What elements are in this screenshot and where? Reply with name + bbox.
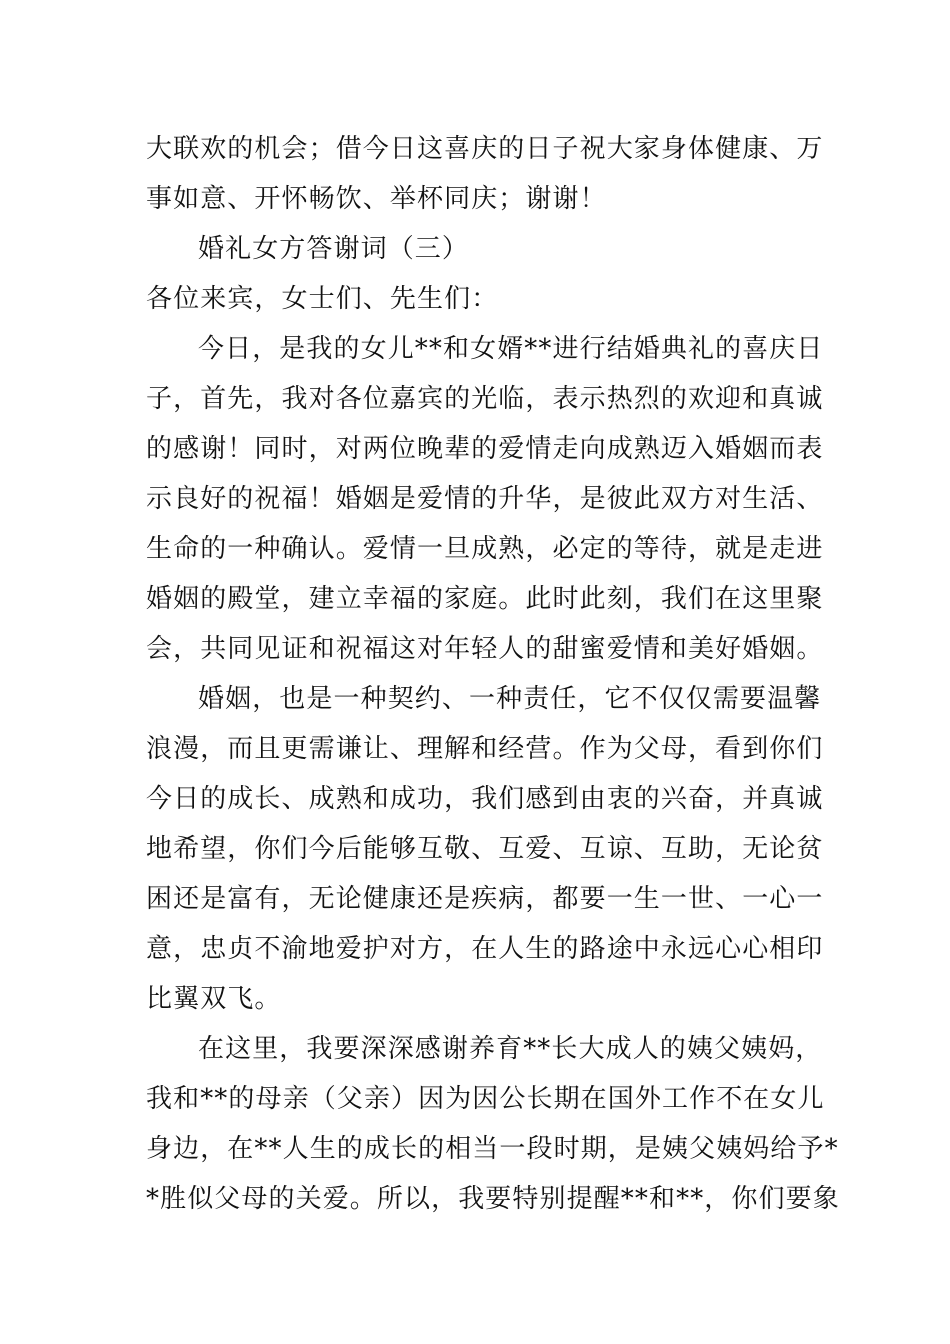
text-line: 子，首先，我对各位嘉宾的光临，表示热烈的欢迎和真诚 [146, 384, 824, 414]
text-line: 婚姻，也是一种契约、一种责任，它不仅仅需要温馨 [198, 684, 822, 714]
text-line: 今日，是我的女儿**和女婿**进行结婚典礼的喜庆日 [198, 334, 824, 364]
text-line: 意，忠贞不渝地爱护对方，在人生的路途中永远心心相印 [146, 934, 824, 964]
text-line: 地希望，你们今后能够互敬、互爱、互谅、互助，无论贫 [146, 834, 824, 864]
text-line: 会，共同见证和祝福这对年轻人的甜蜜爱情和美好婚姻。 [146, 634, 824, 664]
text-line: 生命的一种确认。爱情一旦成熟，必定的等待，就是走进 [146, 534, 824, 564]
text-line: 的感谢！同时，对两位晚辈的爱情走向成熟迈入婚姻而表 [146, 434, 824, 464]
text-line: 示良好的祝福！婚姻是爱情的升华，是彼此双方对生活、 [146, 484, 824, 514]
text-line: 比翼双飞。 [146, 984, 282, 1014]
text-line: 浪漫，而且更需谦让、理解和经营。作为父母，看到你们 [146, 734, 824, 764]
text-line: 困还是富有，无论健康还是疾病，都要一生一世、一心一 [146, 884, 824, 914]
text-line: 我和**的母亲（父亲）因为因公长期在国外工作不在女儿 [146, 1084, 825, 1114]
text-line: *胜似父母的关爱。所以，我要特别提醒**和**，你们要象 [146, 1184, 840, 1214]
text-line: 大联欢的机会；借今日这喜庆的日子祝大家身体健康、万 [146, 134, 824, 164]
section-heading: 婚礼女方答谢词（三） [198, 234, 470, 264]
text-line: 婚姻的殿堂，建立幸福的家庭。此时此刻，我们在这里聚 [146, 584, 824, 614]
text-line: 今日的成长、成熟和成功，我们感到由衷的兴奋，并真诚 [146, 784, 824, 814]
text-line: 事如意、开怀畅饮、举杯同庆；谢谢！ [146, 184, 607, 214]
text-line: 在这里，我要深深感谢养育**长大成人的姨父姨妈， [198, 1034, 823, 1064]
salutation: 各位来宾，女士们、先生们： [146, 284, 499, 314]
text-line: 身边，在**人生的成长的相当一段时期，是姨父姨妈给予* [146, 1134, 839, 1164]
